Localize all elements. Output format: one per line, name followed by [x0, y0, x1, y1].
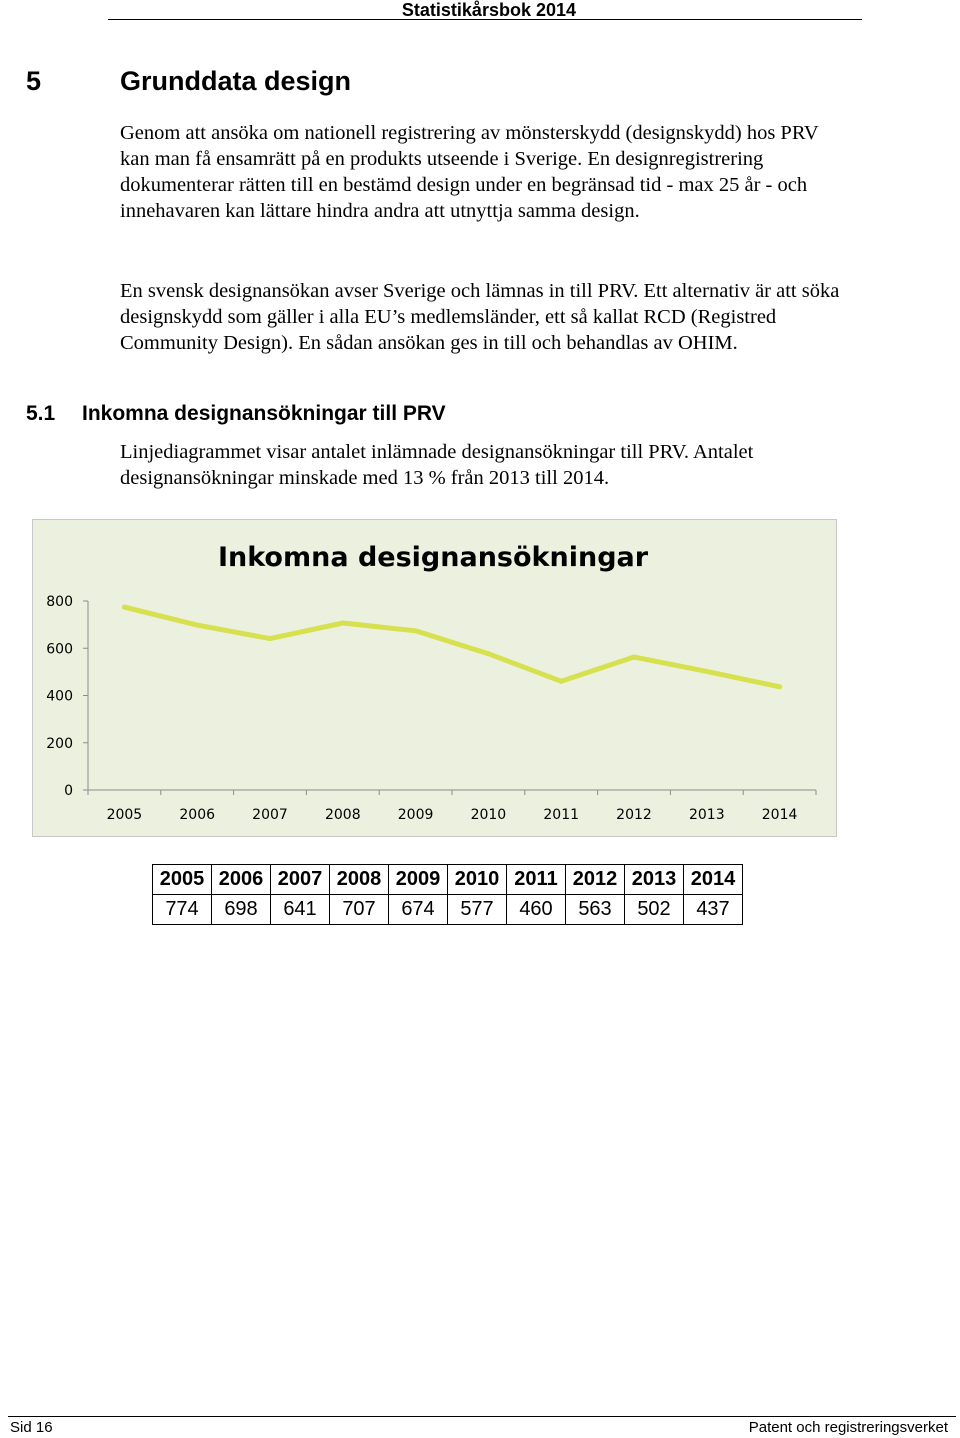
table-value-cell: 437 [684, 895, 743, 925]
table-value-row [153, 895, 743, 925]
table-value-cell: 774 [153, 895, 212, 925]
page-number: Sid 16 [10, 1419, 53, 1436]
table-year-cell: 2007 [271, 865, 330, 895]
table-value-cell: 698 [212, 895, 271, 925]
table-value-cell: 563 [566, 895, 625, 925]
y-tick-label: 600 [46, 641, 73, 658]
table-header-row [153, 865, 743, 895]
table-year-cell: 2008 [330, 865, 389, 895]
x-tick-label: 2011 [543, 807, 580, 823]
section-paragraph: Linjediagrammet visar antalet inlämnade designansökningar till PRV. Antalet designansökningar minskade med 13 % från 2013 till 2014. [120, 441, 754, 489]
footer-rule [8, 1416, 956, 1417]
section-number: 5.1 [26, 402, 56, 425]
data-point [632, 654, 637, 659]
table-value-cell: 641 [271, 895, 330, 925]
table-value-cell: 502 [625, 895, 684, 925]
chart-svg [33, 520, 838, 838]
table-year-cell: 2010 [448, 865, 507, 895]
y-tick-label: 800 [46, 594, 73, 610]
table-value-cell: 707 [330, 895, 389, 925]
table-year-cell: 2014 [684, 865, 743, 895]
table-year-cell: 2009 [389, 865, 448, 895]
table-year-cell: 2011 [507, 865, 566, 895]
table-year-cell: 2013 [625, 865, 684, 895]
chapter-number: 5 [26, 66, 42, 96]
data-point [486, 651, 491, 656]
x-tick-label: 2008 [324, 807, 361, 823]
x-tick-label: 2005 [106, 807, 143, 823]
data-point [268, 636, 273, 641]
line-chart [32, 519, 837, 837]
table-value-cell: 674 [389, 895, 448, 925]
x-tick-label: 2014 [761, 807, 798, 823]
chart-title: Inkomna designansökningar [217, 542, 649, 573]
data-point [704, 669, 709, 674]
table-year-cell: 2006 [212, 865, 271, 895]
table-value-cell: 460 [507, 895, 566, 925]
data-point [195, 623, 200, 628]
chapter-title: Grunddata design [120, 66, 352, 96]
data-point [340, 620, 345, 625]
x-tick-label: 2012 [616, 807, 652, 823]
data-point [559, 679, 564, 684]
x-tick-label: 2009 [397, 807, 434, 823]
x-tick-label: 2010 [470, 807, 507, 823]
series-line [124, 607, 779, 687]
y-tick-label: 400 [46, 688, 73, 705]
table-value-cell: 577 [448, 895, 507, 925]
header-rule [108, 19, 862, 20]
footer-organization: Patent och registreringsverket [748, 1419, 948, 1436]
x-tick-label: 2013 [688, 807, 725, 823]
table-year-cell: 2012 [566, 865, 625, 895]
data-table [152, 864, 743, 925]
data-point [777, 684, 782, 689]
x-tick-label: 2007 [252, 807, 288, 823]
second-paragraph: En svensk designansökan avser Sverige och lämnas in till PRV. Ett alternativ är att söka designskydd som gäller i alla EU’s medlemsländer, ett så kallat RCD (Registred Community Design). En sådan ansökan ges in till och behandlas av OHIM. [120, 280, 840, 354]
header-title: Statistikårsbok 2014 [401, 0, 576, 20]
y-tick-label: 200 [46, 735, 73, 752]
data-point [122, 605, 127, 610]
x-tick-label: 2006 [179, 807, 216, 823]
y-tick-label: 0 [64, 783, 73, 799]
data-point [413, 628, 418, 633]
table-year-cell: 2005 [153, 865, 212, 895]
section-title: Inkomna designansökningar till PRV [82, 402, 446, 425]
intro-paragraph: Genom att ansöka om nationell registrering av mönsterskydd (designskydd) hos PRV kan man få ensamrätt på en produkts utseende i Sverige. En designregistrering dokumenterar rätten till en bestämd design under en begränsad tid - max 25 år - och innehavaren kan lättare hindra andra att utnyttja samma design. [120, 122, 819, 222]
